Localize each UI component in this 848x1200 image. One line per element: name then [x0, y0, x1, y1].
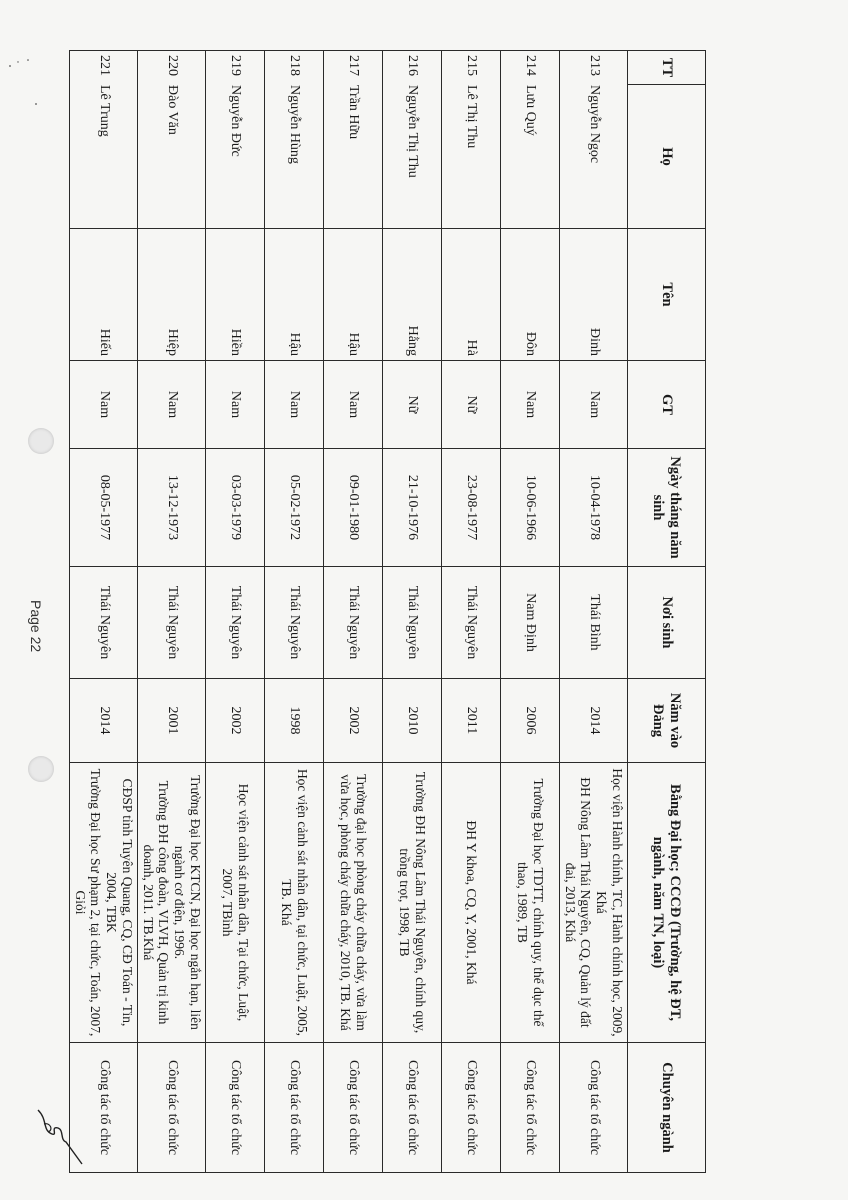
- cell-gt: Nam: [70, 361, 138, 449]
- cell-place: Thái Nguyên: [206, 567, 265, 679]
- cell-ten: Đôn: [501, 229, 560, 361]
- cell-dob: 10-04-1978: [560, 449, 628, 567]
- table-row: [501, 51, 560, 1173]
- header-degree: Bằng Đại học; CCCĐ (Trường, hệ ĐT, ngành, năm TN, loại): [628, 763, 706, 1043]
- cell-gt: Nam: [501, 361, 560, 449]
- punch-hole-top: [28, 428, 54, 454]
- header-dob: Ngày tháng năm sinh: [628, 449, 706, 567]
- cell-tt-ho: [442, 51, 501, 229]
- cell-tt: 219: [228, 55, 244, 76]
- table-row: [442, 51, 501, 1173]
- cell-ho: Nguyễn Hùng: [287, 85, 303, 164]
- cell-tt-ho: [560, 51, 628, 229]
- cell-ho: Nguyễn Ngọc: [586, 85, 602, 164]
- signature-mark: [28, 1090, 88, 1170]
- cell-degree: Trường ĐH Nông Lâm Thái Nguyên, chính quy, trồng trọt, 1998, TB: [383, 763, 442, 1043]
- cell-degree: Học viện Hành chính, TC, Hành chính học, 2009, Khá ĐH Nông Lâm Thái Nguyên, CQ, Quản lý đất đai, 2013, Khá: [560, 763, 628, 1043]
- cell-dob: 21-10-1976: [383, 449, 442, 567]
- header-gt: GT: [628, 361, 706, 449]
- cell-place: Thái Nguyên: [138, 567, 206, 679]
- cell-place: Nam Định: [501, 567, 560, 679]
- cell-place: Thái Nguyên: [383, 567, 442, 679]
- cell-ho: Đào Văn: [164, 85, 180, 135]
- header-party: Năm vào Đảng: [628, 679, 706, 763]
- cell-specialty: Công tác tổ chức: [265, 1043, 324, 1173]
- cell-degree: Trường đại học phòng cháy chữa cháy, vừa làm vừa học, phòng cháy chữa cháy, 2010, TB. Khá: [324, 763, 383, 1043]
- cell-party: 2002: [324, 679, 383, 763]
- cell-dob: 10-06-1966: [501, 449, 560, 567]
- header-specialty: Chuyên ngành: [628, 1043, 706, 1173]
- table-row: [70, 51, 138, 1173]
- cell-tt-ho: [501, 51, 560, 229]
- cell-party: 1998: [265, 679, 324, 763]
- cell-party: 2006: [501, 679, 560, 763]
- cell-specialty: Công tác tổ chức: [324, 1043, 383, 1173]
- cell-ten: Đinh: [560, 229, 628, 361]
- cell-dob: 09-01-1980: [324, 449, 383, 567]
- cell-party: 2002: [206, 679, 265, 763]
- header-tt: TT: [628, 51, 706, 85]
- cell-tt: 215: [464, 55, 480, 76]
- cell-party: 2011: [442, 679, 501, 763]
- scan-specks: [6, 56, 46, 116]
- cell-specialty: Công tác tổ chức: [560, 1043, 628, 1173]
- cell-tt: 216: [405, 55, 421, 76]
- cell-tt-ho: [383, 51, 442, 229]
- cell-ho: Lưu Quý: [523, 85, 539, 136]
- punch-hole-bottom: [28, 756, 54, 782]
- cell-ho: Nguyễn Thị Thu: [405, 85, 421, 178]
- cell-tt: 220: [164, 55, 180, 76]
- cell-ho: Trần Hữu: [346, 85, 362, 140]
- cell-place: Thái Nguyên: [324, 567, 383, 679]
- table-row: [324, 51, 383, 1173]
- cell-ten: Hậu: [324, 229, 383, 361]
- rotated-table-container: [72, 50, 706, 1172]
- cell-ten: Hằng: [383, 229, 442, 361]
- cell-degree: CĐSP tỉnh Tuyên Quang, CQ, CĐ Toán - Tin, 2004, TBK Trường Đại học Sư phạm 2, tại chức, Toán, 2007, Giỏi: [70, 763, 138, 1043]
- header-ten: Tên: [628, 229, 706, 361]
- cell-tt-ho: [138, 51, 206, 229]
- table-row: [265, 51, 324, 1173]
- cell-gt: Nam: [206, 361, 265, 449]
- personnel-table: [69, 50, 706, 1173]
- header-row: [628, 51, 706, 1173]
- cell-tt: 213: [586, 55, 602, 76]
- cell-place: Thái Bình: [560, 567, 628, 679]
- cell-degree: Trường Đại học KTCN, Đại học ngắn hạn, liên ngành cơ điện, 1996. Trường ĐH công đoàn, VLVH, Quản trị kinh doanh, 2011. TB.Khá: [138, 763, 206, 1043]
- cell-tt-ho: [70, 51, 138, 229]
- cell-degree: Học viện cảnh sát nhân dân, Tại chức, Luật, 2007, TBình: [206, 763, 265, 1043]
- cell-tt: 221: [96, 55, 112, 76]
- cell-ten: Hiền: [206, 229, 265, 361]
- header-place: Nơi sinh: [628, 567, 706, 679]
- cell-dob: 05-02-1972: [265, 449, 324, 567]
- cell-ten: Hậu: [265, 229, 324, 361]
- cell-specialty: Công tác tổ chức: [501, 1043, 560, 1173]
- page-number: Page 22: [28, 600, 44, 653]
- cell-gt: Nam: [138, 361, 206, 449]
- cell-ten: Hà: [442, 229, 501, 361]
- cell-place: Thái Nguyên: [265, 567, 324, 679]
- cell-tt: 218: [287, 55, 303, 76]
- table-row: [383, 51, 442, 1173]
- header-ho: Họ: [628, 85, 706, 229]
- cell-degree: Học viện cảnh sát nhân dân, tại chức, Luật, 2005, TB. Khá: [265, 763, 324, 1043]
- table-frame: [72, 50, 706, 1172]
- cell-specialty: Công tác tổ chức: [138, 1043, 206, 1173]
- cell-ho: Lê Trung: [96, 85, 112, 137]
- cell-tt: 217: [346, 55, 362, 76]
- cell-tt: 214: [523, 55, 539, 76]
- cell-gt: Nữ: [442, 361, 501, 449]
- cell-gt: Nam: [560, 361, 628, 449]
- table-row: [138, 51, 206, 1173]
- cell-dob: 08-05-1977: [70, 449, 138, 567]
- cell-gt: Nữ: [383, 361, 442, 449]
- cell-specialty: Công tác tổ chức: [442, 1043, 501, 1173]
- cell-place: Thái Nguyên: [70, 567, 138, 679]
- cell-dob: 13-12-1973: [138, 449, 206, 567]
- cell-tt-ho: [206, 51, 265, 229]
- cell-dob: 23-08-1977: [442, 449, 501, 567]
- cell-tt-ho: [324, 51, 383, 229]
- cell-party: 2001: [138, 679, 206, 763]
- cell-place: Thái Nguyên: [442, 567, 501, 679]
- table-row: [560, 51, 628, 1173]
- cell-ten: Hiếu: [70, 229, 138, 361]
- cell-dob: 03-03-1979: [206, 449, 265, 567]
- cell-gt: Nam: [324, 361, 383, 449]
- cell-specialty: Công tác tổ chức: [206, 1043, 265, 1173]
- cell-party: 2014: [560, 679, 628, 763]
- cell-specialty: Công tác tổ chức: [70, 1043, 138, 1173]
- table-row: [206, 51, 265, 1173]
- cell-gt: Nam: [265, 361, 324, 449]
- cell-tt-ho: [265, 51, 324, 229]
- cell-ho: Nguyễn Đức: [228, 85, 244, 157]
- cell-degree: ĐH Y khoa, CQ, Y, 2001, Khá: [442, 763, 501, 1043]
- cell-ho: Lê Thị Thu: [464, 85, 480, 149]
- cell-degree: Trường Đại học TDTT, chính quy, thể dục thể thao, 1989, TB: [501, 763, 560, 1043]
- cell-party: 2010: [383, 679, 442, 763]
- cell-ten: Hiệp: [138, 229, 206, 361]
- cell-party: 2014: [70, 679, 138, 763]
- cell-specialty: Công tác tổ chức: [383, 1043, 442, 1173]
